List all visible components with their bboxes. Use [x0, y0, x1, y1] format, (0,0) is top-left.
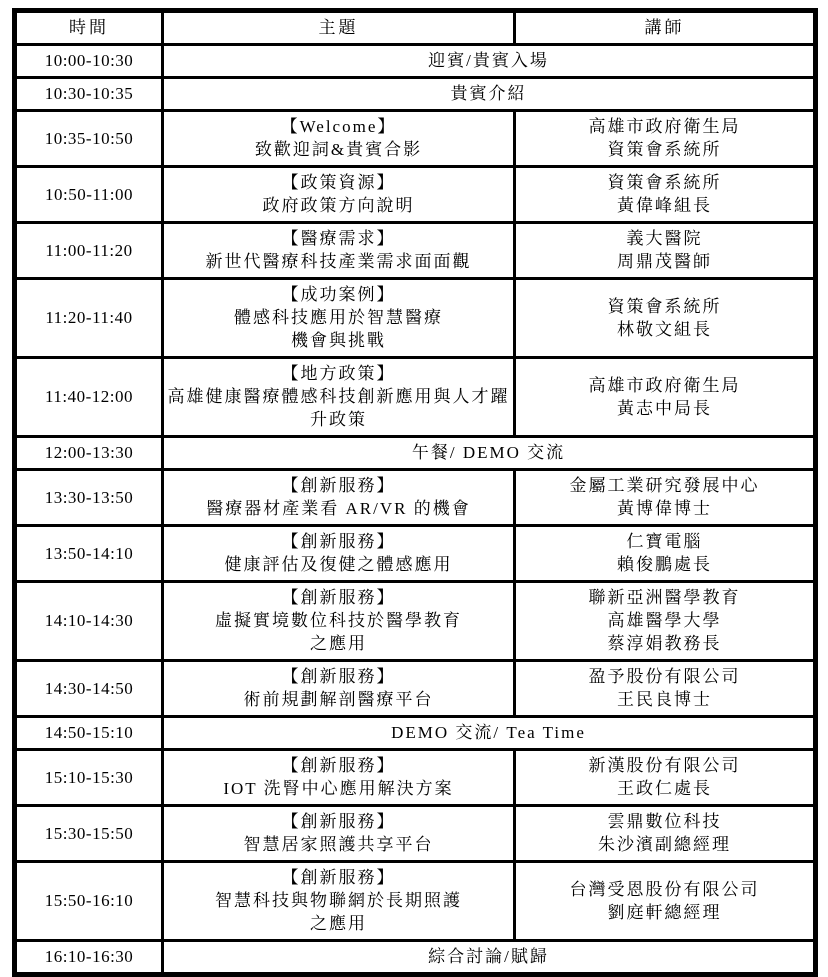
speaker-cell — [515, 223, 816, 279]
speaker-line: 雲鼎數位科技 — [607, 812, 722, 831]
table-row — [15, 167, 816, 223]
col-header-topic: 主題 — [163, 11, 515, 45]
speaker-cell — [515, 806, 816, 862]
agenda-table-header — [15, 11, 816, 45]
topic-cell — [163, 806, 515, 862]
table-row — [15, 78, 816, 111]
table-row — [15, 470, 816, 526]
table-row — [15, 750, 816, 806]
topic-cell — [163, 526, 515, 582]
speaker-line: 周鼎茂醫師 — [617, 252, 712, 271]
topic-line: 之應用 — [310, 634, 367, 653]
speaker-cell — [515, 582, 816, 661]
speaker-line: 仁寶電腦 — [626, 532, 703, 551]
topic-cell — [163, 167, 515, 223]
time-cell: 13:50-14:10 — [15, 526, 163, 582]
table-row — [15, 111, 816, 167]
topic-line: 健康評估及復健之體感應用 — [224, 555, 453, 574]
table-row — [15, 941, 816, 975]
topic-line: 【醫療需求】 — [281, 229, 396, 248]
speaker-cell — [515, 279, 816, 358]
table-row — [15, 45, 816, 78]
speaker-cell — [515, 526, 816, 582]
topic-line: 貴賓介紹 — [450, 84, 527, 103]
speaker-line: 王民良博士 — [617, 690, 712, 709]
speaker-cell — [515, 358, 816, 437]
speaker-line: 台灣受恩股份有限公司 — [569, 879, 760, 899]
time-cell: 11:40-12:00 — [15, 358, 163, 437]
speaker-line: 黃偉峰組長 — [617, 196, 712, 215]
time-cell: 12:00-13:30 — [15, 437, 163, 470]
speaker-line: 高雄醫學大學 — [607, 611, 722, 630]
topic-line: DEMO 交流/ Tea Time — [391, 723, 586, 742]
time-cell: 10:35-10:50 — [15, 111, 163, 167]
topic-line: 【創新服務】 — [281, 532, 396, 551]
speaker-line: 金屬工業研究發展中心 — [569, 476, 760, 495]
topic-line: 【創新服務】 — [281, 476, 396, 495]
time-cell: 15:30-15:50 — [15, 806, 163, 862]
topic-cell — [163, 470, 515, 526]
speaker-line: 黃博偉博士 — [617, 499, 712, 518]
speaker-cell — [515, 750, 816, 806]
speaker-line: 聯新亞洲醫學教育 — [588, 588, 741, 607]
topic-line: 升政策 — [310, 410, 367, 429]
session-cell — [163, 717, 816, 750]
table-row — [15, 279, 816, 358]
speaker-line: 資策會系統所 — [607, 140, 722, 159]
speaker-line: 盈予股份有限公司 — [588, 667, 741, 686]
agenda-table — [12, 8, 818, 977]
topic-line: 【創新服務】 — [281, 756, 396, 775]
speaker-line: 朱沙濱副總經理 — [598, 835, 731, 854]
topic-line: 【創新服務】 — [281, 868, 396, 887]
time-cell: 15:10-15:30 — [15, 750, 163, 806]
topic-cell — [163, 862, 515, 941]
col-header-speaker: 講師 — [515, 11, 816, 45]
topic-line: 體感科技應用於智慧醫療 — [234, 308, 443, 327]
header-row — [15, 11, 816, 45]
table-row — [15, 358, 816, 437]
topic-line: 【地方政策】 — [281, 364, 396, 383]
topic-line: 政府政策方向說明 — [262, 196, 415, 215]
speaker-line: 賴俊鵬處長 — [617, 555, 712, 574]
topic-line: 【政策資源】 — [281, 173, 396, 192]
speaker-line: 黃志中局長 — [617, 398, 712, 418]
topic-cell — [163, 279, 515, 358]
time-cell: 14:10-14:30 — [15, 582, 163, 661]
table-row — [15, 862, 816, 941]
time-cell: 11:00-11:20 — [15, 223, 163, 279]
session-cell — [163, 45, 816, 78]
topic-line: 【創新服務】 — [281, 812, 396, 831]
topic-line: 午餐/ DEMO 交流 — [411, 443, 566, 462]
speaker-line: 蔡淳娟教務長 — [607, 634, 722, 653]
speaker-line: 資策會系統所 — [607, 296, 722, 316]
session-cell — [163, 437, 816, 470]
topic-line: 高雄健康醫療體感科技創新應用與人才躍 — [167, 387, 510, 406]
table-row — [15, 526, 816, 582]
topic-cell — [163, 223, 515, 279]
table-row — [15, 223, 816, 279]
table-row — [15, 806, 816, 862]
speaker-cell — [515, 661, 816, 717]
topic-line: 【創新服務】 — [281, 588, 396, 607]
time-cell: 14:50-15:10 — [15, 717, 163, 750]
topic-cell — [163, 358, 515, 437]
topic-line: IOT 洗腎中心應用解決方案 — [223, 779, 454, 798]
time-cell: 15:50-16:10 — [15, 862, 163, 941]
time-cell: 14:30-14:50 — [15, 661, 163, 717]
topic-line: 迎賓/貴賓入場 — [428, 51, 549, 70]
topic-line: 綜合討論/賦歸 — [428, 947, 549, 966]
table-row — [15, 437, 816, 470]
speaker-cell — [515, 862, 816, 941]
topic-line: 【Welcome】 — [280, 117, 397, 136]
time-cell: 10:00-10:30 — [15, 45, 163, 78]
session-cell — [163, 78, 816, 111]
topic-line: 醫療器材產業看 AR/VR 的機會 — [206, 499, 471, 518]
agenda-table-body — [15, 45, 816, 975]
table-row — [15, 582, 816, 661]
col-header-time: 時間 — [15, 11, 163, 45]
session-cell — [163, 941, 816, 975]
time-cell: 16:10-16:30 — [15, 941, 163, 975]
table-row — [15, 717, 816, 750]
speaker-line: 資策會系統所 — [607, 173, 722, 192]
topic-line: 機會與挑戰 — [291, 331, 386, 350]
speaker-line: 林敬文組長 — [617, 319, 712, 339]
speaker-line: 王政仁處長 — [617, 779, 712, 798]
topic-line: 術前規劃解剖醫療平台 — [243, 690, 434, 709]
topic-cell — [163, 750, 515, 806]
speaker-line: 新漢股份有限公司 — [588, 756, 741, 775]
table-row — [15, 661, 816, 717]
speaker-line: 義大醫院 — [626, 229, 703, 248]
time-cell: 13:30-13:50 — [15, 470, 163, 526]
topic-line: 新世代醫療科技產業需求面面觀 — [205, 252, 472, 271]
speaker-cell — [515, 470, 816, 526]
topic-cell — [163, 111, 515, 167]
topic-line: 虛擬實境數位科技於醫學教育 — [215, 611, 462, 630]
topic-cell — [163, 582, 515, 661]
time-cell: 10:50-11:00 — [15, 167, 163, 223]
speaker-cell — [515, 167, 816, 223]
speaker-cell — [515, 111, 816, 167]
speaker-line: 劉庭軒總經理 — [607, 902, 722, 922]
speaker-line: 高雄市政府衛生局 — [588, 375, 741, 395]
speaker-line: 高雄市政府衛生局 — [588, 117, 741, 136]
topic-line: 致歡迎詞&貴賓合影 — [254, 140, 423, 159]
topic-line: 智慧科技與物聯網於長期照護 — [215, 891, 462, 910]
topic-line: 【創新服務】 — [281, 667, 396, 686]
time-cell: 10:30-10:35 — [15, 78, 163, 111]
topic-line: 之應用 — [310, 914, 367, 933]
time-cell: 11:20-11:40 — [15, 279, 163, 358]
topic-line: 智慧居家照護共享平台 — [243, 835, 434, 854]
topic-line: 【成功案例】 — [281, 285, 396, 304]
topic-cell — [163, 661, 515, 717]
